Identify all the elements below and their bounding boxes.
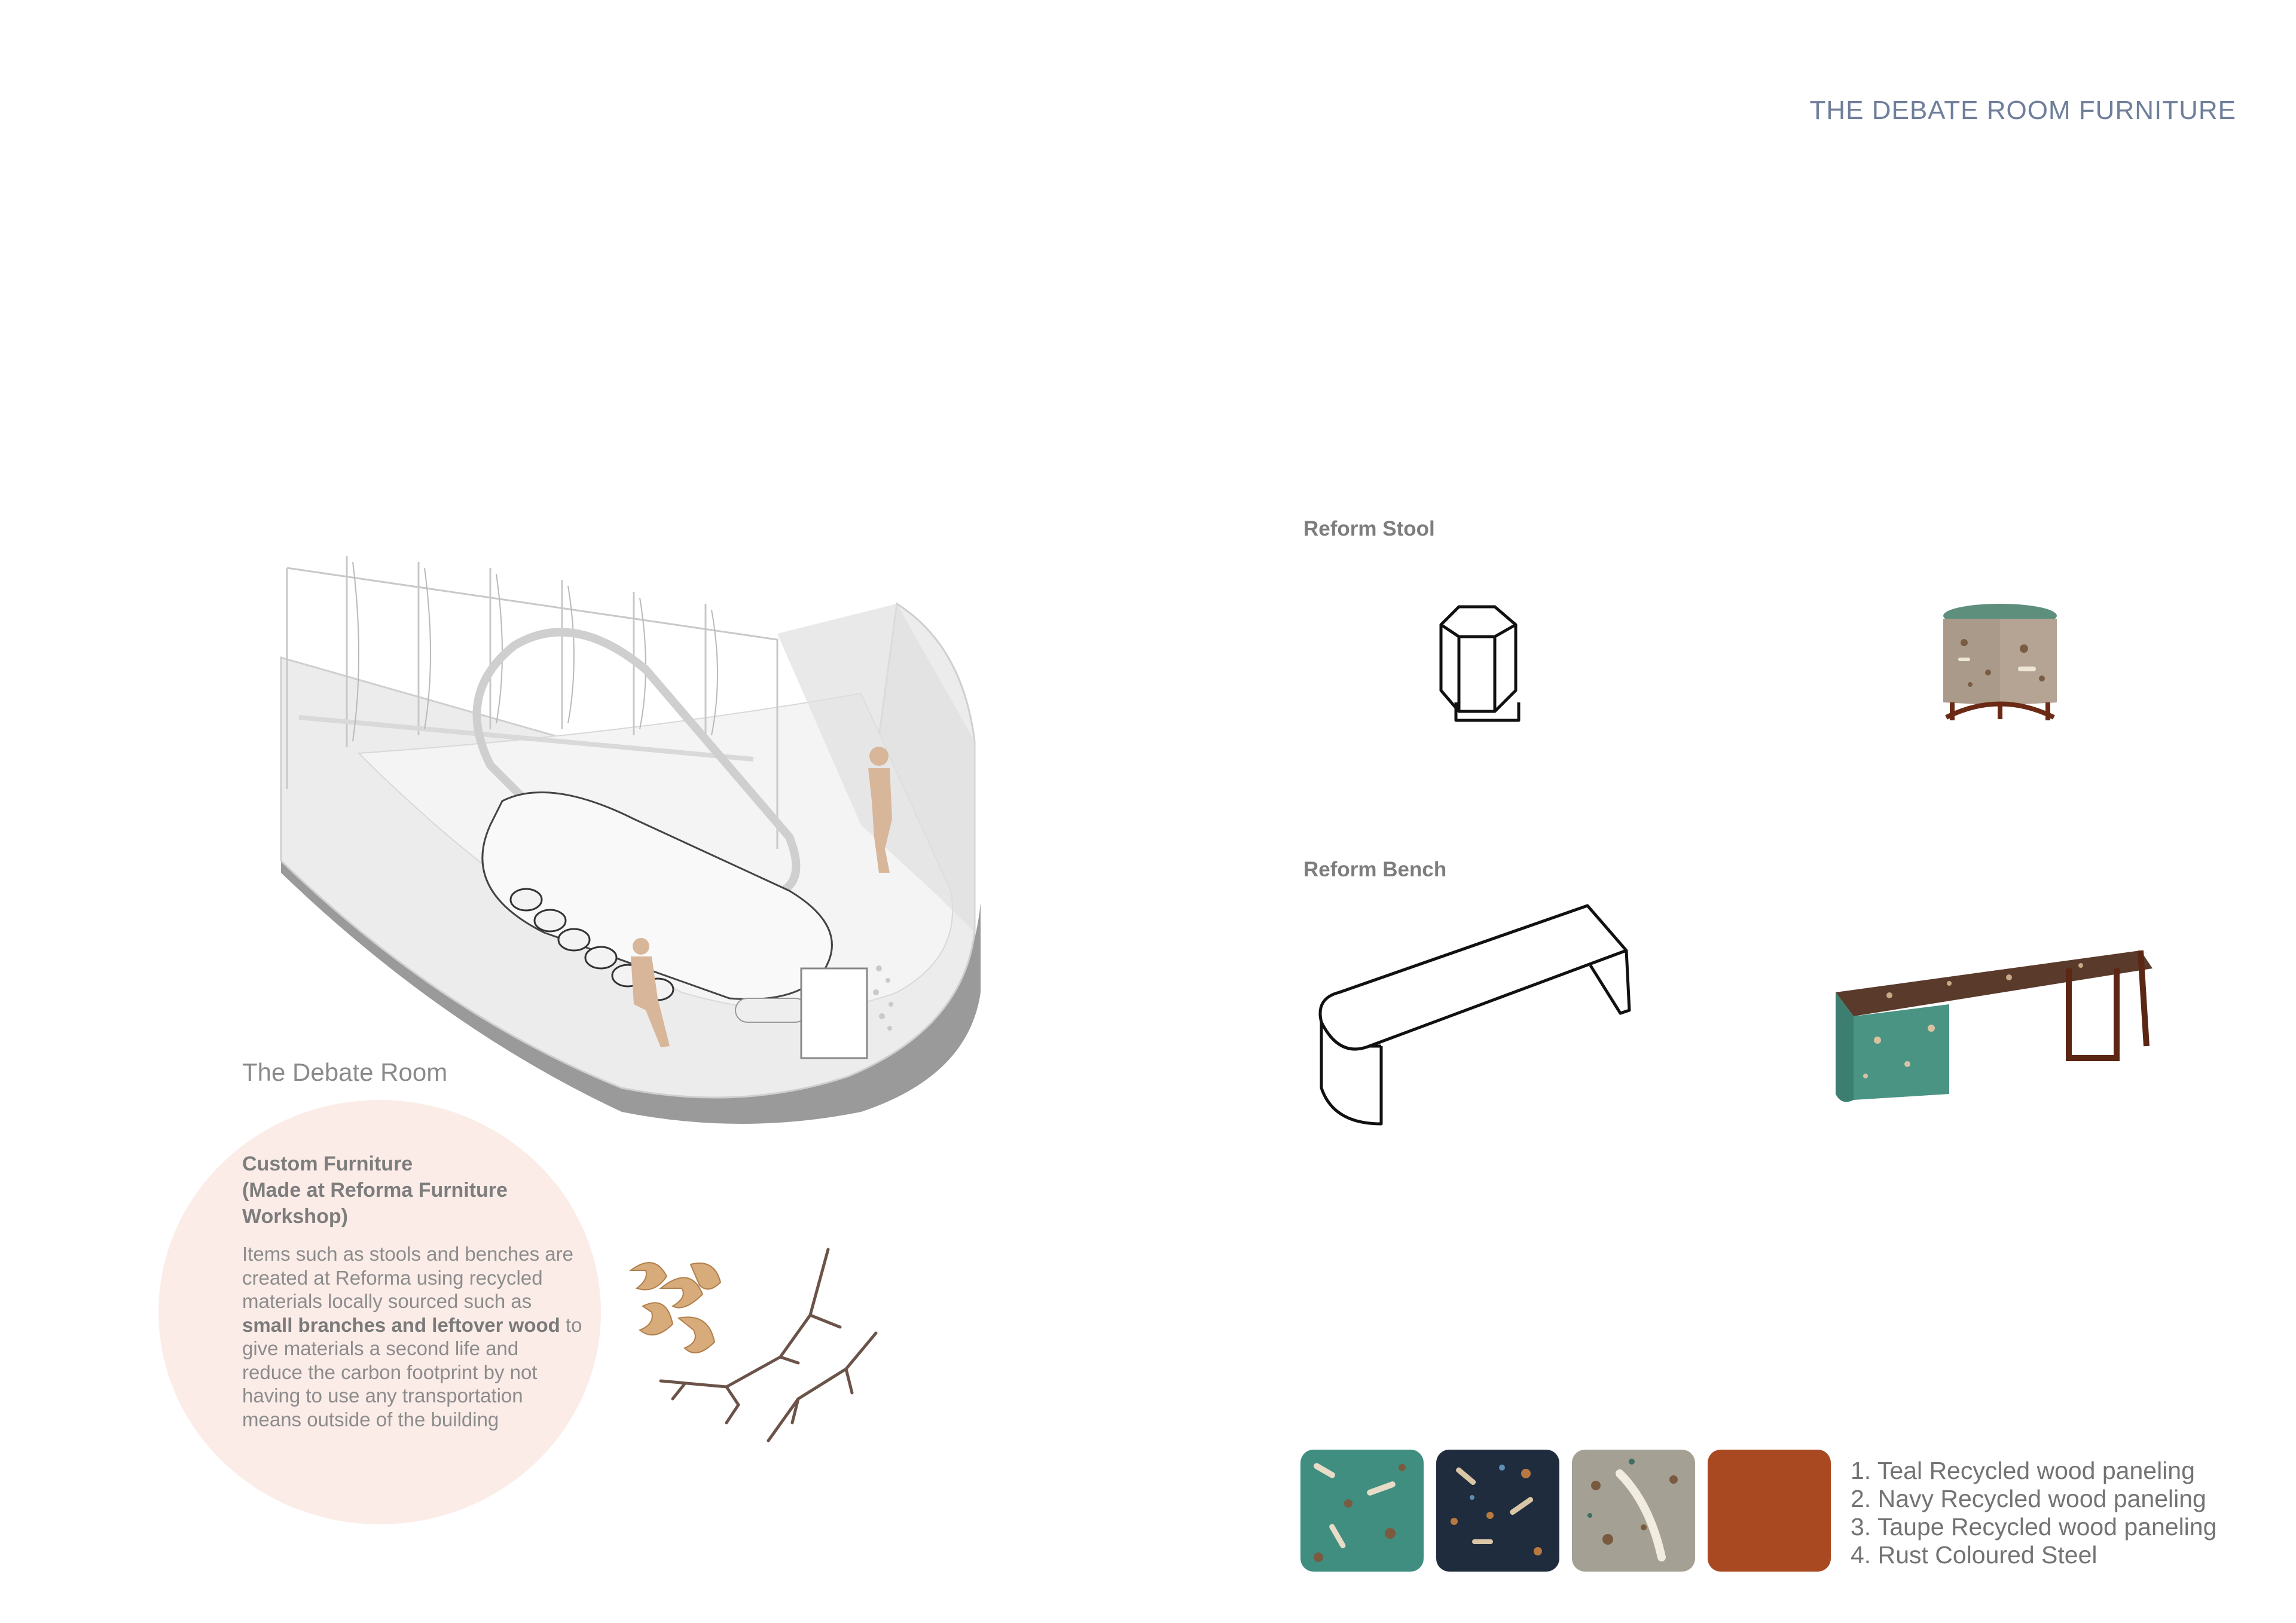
custom-furniture-title-line1: Custom Furniture [242, 1153, 413, 1175]
navy-swatch [1436, 1450, 1559, 1572]
reform-stool-label: Reform Stool [1303, 517, 1435, 540]
reform-bench-render [1830, 945, 2164, 1112]
material-legend [1851, 1457, 2216, 1569]
description-part2: to give materials a second life and reduce the carbon footprint by not having to use any transportation means outside of the building [242, 1313, 582, 1431]
custom-furniture-title-line3: Workshop) [242, 1205, 348, 1228]
room-caption: The Debate Room [242, 1058, 448, 1086]
material-item: 2. Navy Recycled wood paneling [1851, 1485, 2206, 1512]
rust-swatch [1708, 1450, 1831, 1572]
material-item: 1. Teal Recycled wood paneling [1851, 1457, 2195, 1484]
description-part1: Items such as stools and benches are created at Reforma using recycled materials locally sourced such as [242, 1243, 573, 1312]
page-title: THE DEBATE ROOM FURNITURE [1809, 96, 2236, 125]
taupe-swatch [1572, 1450, 1695, 1572]
reform-stool-render [1934, 601, 2066, 732]
material-item: 3. Taupe Recycled wood paneling [1851, 1513, 2217, 1541]
reform-bench-line-drawing [1315, 903, 1638, 1142]
material-item: 4. Rust Coloured Steel [1851, 1541, 2097, 1569]
reform-stool-line-drawing [1429, 601, 1531, 726]
debate-room-illustration [263, 538, 1004, 1136]
custom-furniture-title-line2: (Made at Reforma Furniture [242, 1179, 508, 1202]
branches-image [649, 1243, 888, 1453]
description-bold: small branches and leftover wood [242, 1313, 560, 1336]
custom-furniture-title [242, 1151, 577, 1230]
teal-swatch [1300, 1450, 1424, 1572]
reform-bench-label: Reform Bench [1303, 858, 1447, 881]
custom-furniture-description [242, 1242, 583, 1431]
